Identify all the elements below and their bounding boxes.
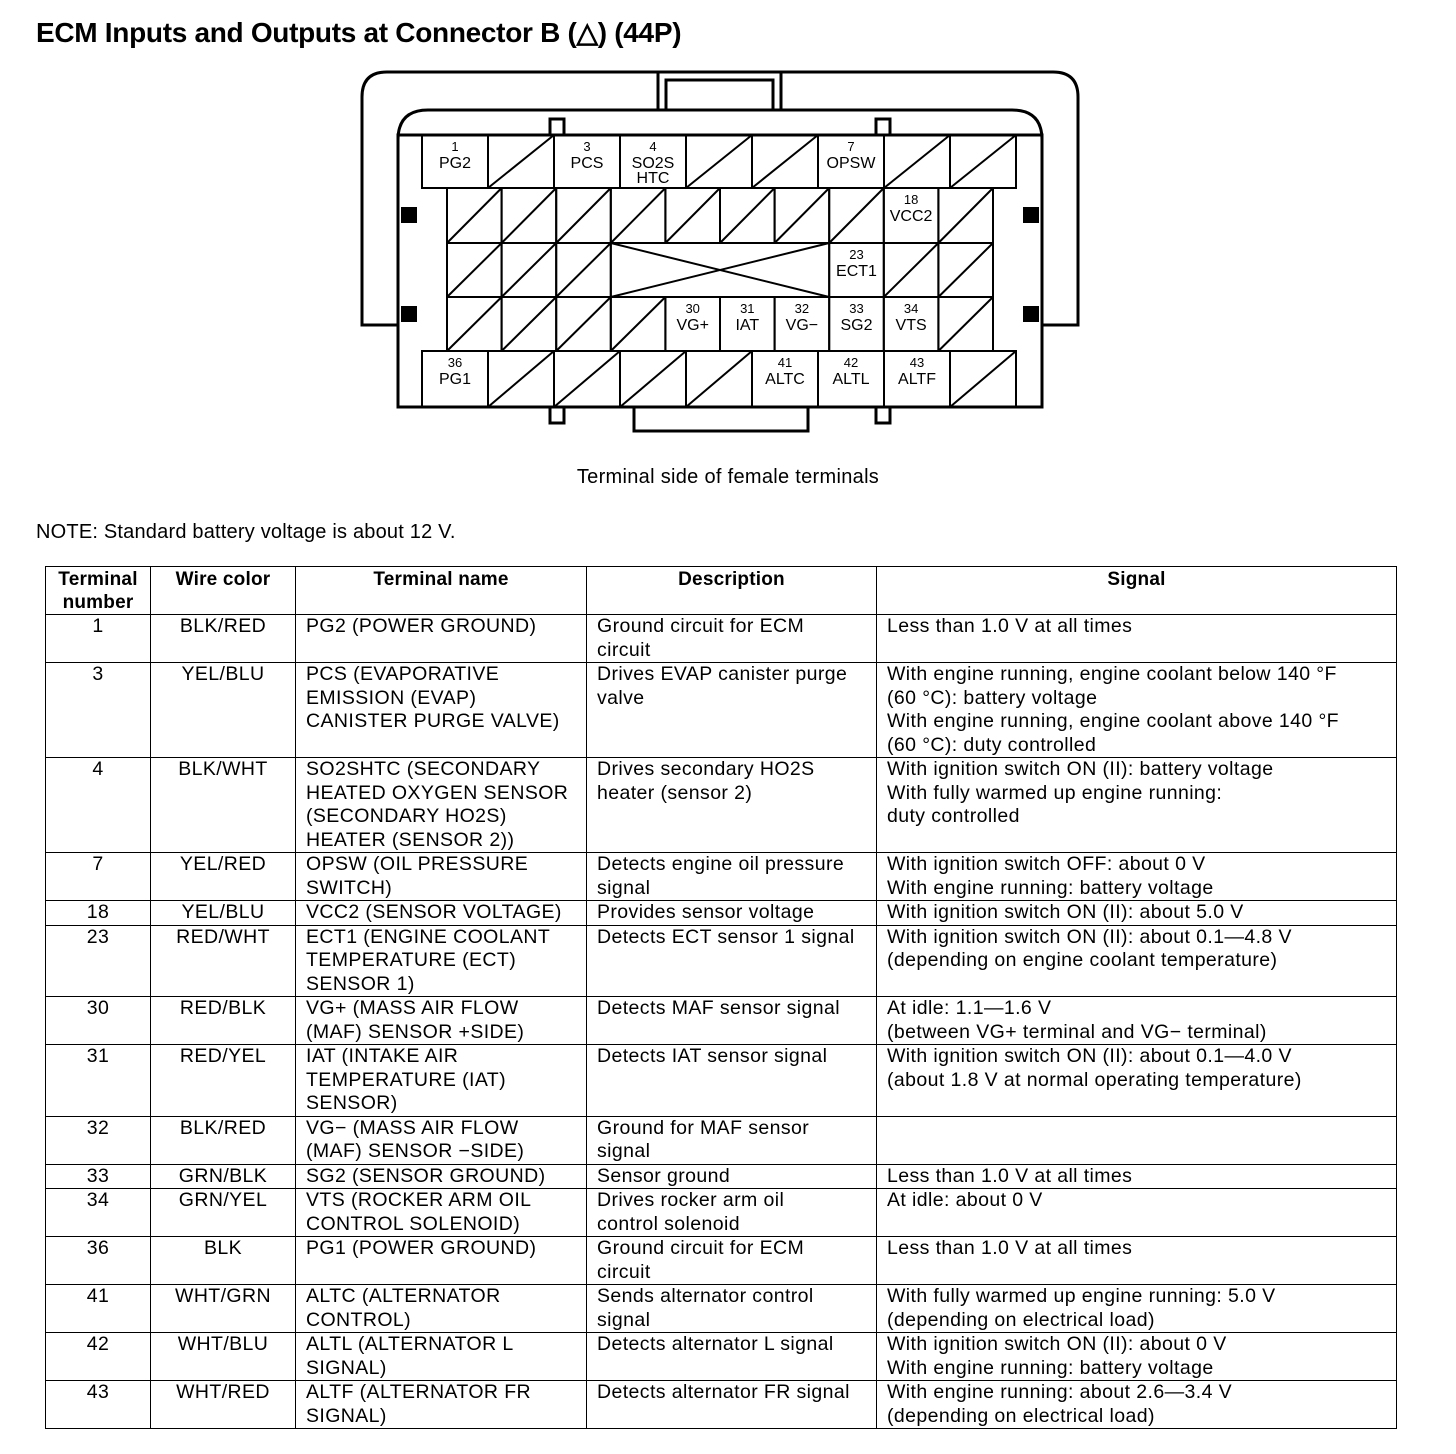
cell-wire-color: RED/BLK xyxy=(151,997,296,1045)
cell-wire-color: WHT/RED xyxy=(151,1381,296,1429)
cell-terminal-number: 1 xyxy=(46,615,151,663)
cell-description: Detects IAT sensor signal xyxy=(587,1045,877,1117)
terminal-number-label: 31 xyxy=(740,301,755,316)
cell-description: Ground circuit for ECM circuit xyxy=(587,615,877,663)
terminal-number-label: 7 xyxy=(847,139,855,154)
connector-diagram xyxy=(0,0,1456,500)
terminal-number-label: 34 xyxy=(903,301,919,316)
terminal-number-label: 3 xyxy=(583,139,591,154)
cell-terminal-name: VG+ (MASS AIR FLOW (MAF) SENSOR +SIDE) xyxy=(296,997,587,1045)
cell-signal: Less than 1.0 V at all times xyxy=(877,1237,1397,1285)
cell-signal: At idle: about 0 V xyxy=(877,1189,1397,1237)
cell-description: Detects ECT sensor 1 signal xyxy=(587,925,877,997)
cell-description: Drives rocker arm oil control solenoid xyxy=(587,1189,877,1237)
cell-description: Provides sensor voltage xyxy=(587,901,877,926)
cell-description: Ground for MAF sensor signal xyxy=(587,1116,877,1164)
header-terminal-name: Terminal name xyxy=(296,567,587,615)
cell-signal: With ignition switch ON (II): about 0.1—4.0 V (about 1.8 V at normal operating temperature) xyxy=(877,1045,1397,1117)
terminal-name-label: OPSW xyxy=(826,155,876,172)
header-wire-color: Wire color xyxy=(151,567,296,615)
terminal-name-label: ALTL xyxy=(832,371,870,388)
cell-description: Sensor ground xyxy=(587,1164,877,1189)
terminal-number-label: 36 xyxy=(447,355,463,370)
table-row xyxy=(46,1045,1397,1117)
cell-terminal-number: 23 xyxy=(46,925,151,997)
terminal-number-label: 42 xyxy=(843,355,859,370)
cell-terminal-number: 34 xyxy=(46,1189,151,1237)
terminal-name-label: ALTF xyxy=(898,371,936,388)
cell-terminal-number: 3 xyxy=(46,663,151,758)
cell-terminal-number: 43 xyxy=(46,1381,151,1429)
cell-wire-color: YEL/RED xyxy=(151,853,296,901)
terminal-name-label: PG1 xyxy=(438,371,472,388)
cell-terminal-name: PCS (EVAPORATIVE EMISSION (EVAP) CANISTER PURGE VALVE) xyxy=(296,663,587,758)
cell-wire-color: RED/WHT xyxy=(151,925,296,997)
cell-signal: With ignition switch ON (II): about 0.1—4.8 V (depending on engine coolant temperature) xyxy=(877,925,1397,997)
table-row xyxy=(46,1164,1397,1189)
cell-terminal-number: 7 xyxy=(46,853,151,901)
table-row xyxy=(46,615,1397,663)
cell-terminal-name: VG− (MASS AIR FLOW (MAF) SENSOR −SIDE) xyxy=(296,1116,587,1164)
cell-signal: Less than 1.0 V at all times xyxy=(877,1164,1397,1189)
terminal-name-label: VG− xyxy=(785,317,819,334)
terminal-name-label: PG2 xyxy=(438,155,472,172)
table-row xyxy=(46,1116,1397,1164)
cell-wire-color: WHT/GRN xyxy=(151,1285,296,1333)
terminal-name-label: IAT xyxy=(735,317,760,334)
cell-signal: With ignition switch ON (II): battery voltage With fully warmed up engine running: duty controlled xyxy=(877,758,1397,853)
cell-terminal-name: VCC2 (SENSOR VOLTAGE) xyxy=(296,901,587,926)
cell-terminal-number: 31 xyxy=(46,1045,151,1117)
cell-signal xyxy=(877,1116,1397,1164)
terminal-number-label: 1 xyxy=(451,139,459,154)
terminal-name-label: ALTC xyxy=(765,371,805,388)
terminal-name-label: SG2 xyxy=(840,317,873,334)
cell-terminal-number: 36 xyxy=(46,1237,151,1285)
cell-description: Ground circuit for ECM circuit xyxy=(587,1237,877,1285)
cell-terminal-name: SO2SHTC (SECONDARY HEATED OXYGEN SENSOR (SECONDARY HO2S) HEATER (SENSOR 2)) xyxy=(296,758,587,853)
cell-wire-color: BLK xyxy=(151,1237,296,1285)
terminal-number-label: 4 xyxy=(649,139,657,154)
terminal-number-label: 23 xyxy=(849,247,864,262)
cell-signal: With fully warmed up engine running: 5.0 V (depending on electrical load) xyxy=(877,1285,1397,1333)
cell-signal: With ignition switch ON (II): about 0 V With engine running: battery voltage xyxy=(877,1333,1397,1381)
cell-terminal-name: PG1 (POWER GROUND) xyxy=(296,1237,587,1285)
cell-terminal-number: 32 xyxy=(46,1116,151,1164)
diagram-caption: Terminal side of female terminals xyxy=(576,466,880,488)
cell-signal: Less than 1.0 V at all times xyxy=(877,615,1397,663)
pin-count: (44P) xyxy=(614,17,682,48)
cell-description: Sends alternator control signal xyxy=(587,1285,877,1333)
cell-signal: At idle: 1.1—1.6 V (between VG+ terminal and VG− terminal) xyxy=(877,997,1397,1045)
terminal-number-label: 18 xyxy=(903,192,919,207)
cell-wire-color: GRN/BLK xyxy=(151,1164,296,1189)
header-description: Description xyxy=(587,567,877,615)
table-row xyxy=(46,1285,1397,1333)
terminal-name-label: SO2S xyxy=(631,155,675,172)
cell-description: Detects alternator L signal xyxy=(587,1333,877,1381)
cell-description: Detects alternator FR signal xyxy=(587,1381,877,1429)
terminal-name-label: ECT1 xyxy=(836,263,877,280)
table-row xyxy=(46,758,1397,853)
terminal-name-label: VTS xyxy=(895,317,927,334)
table-row xyxy=(46,1189,1397,1237)
cell-terminal-name: ALTF (ALTERNATOR FR SIGNAL) xyxy=(296,1381,587,1429)
table-row xyxy=(46,901,1397,926)
cell-terminal-name: ECT1 (ENGINE COOLANT TEMPERATURE (ECT) SENSOR 1) xyxy=(296,925,587,997)
cell-wire-color: YEL/BLU xyxy=(151,663,296,758)
terminal-number-label: 32 xyxy=(794,301,810,316)
cell-signal: With ignition switch OFF: about 0 V With engine running: battery voltage xyxy=(877,853,1397,901)
cell-terminal-number: 4 xyxy=(46,758,151,853)
cell-terminal-name: PG2 (POWER GROUND) xyxy=(296,615,587,663)
cell-wire-color: RED/YEL xyxy=(151,1045,296,1117)
cell-terminal-number: 30 xyxy=(46,997,151,1045)
terminal-name-label: HTC xyxy=(636,170,670,187)
terminal-number-label: 30 xyxy=(685,301,700,316)
cell-signal: With engine running, engine coolant below 140 °F (60 °C): battery voltage With engine running, engine coolant above 140 °F (60 °C): duty controlled xyxy=(877,663,1397,758)
table-row xyxy=(46,997,1397,1045)
table-row xyxy=(46,1237,1397,1285)
cell-terminal-name: ALTC (ALTERNATOR CONTROL) xyxy=(296,1285,587,1333)
terminal-name-label: VCC2 xyxy=(889,208,933,225)
cell-description: Detects engine oil pressure signal xyxy=(587,853,877,901)
cell-wire-color: BLK/RED xyxy=(151,1116,296,1164)
header-signal: Signal xyxy=(877,567,1397,615)
table-row xyxy=(46,925,1397,997)
title-text: ECM Inputs and Outputs at Connector B xyxy=(36,17,560,48)
cell-description: Detects MAF sensor signal xyxy=(587,997,877,1045)
cell-terminal-name: IAT (INTAKE AIR TEMPERATURE (IAT) SENSOR) xyxy=(296,1045,587,1117)
terminal-name-label: PCS xyxy=(570,155,604,172)
cell-description: Drives EVAP canister purge valve xyxy=(587,663,877,758)
cell-signal: With engine running: about 2.6—3.4 V (depending on electrical load) xyxy=(877,1381,1397,1429)
cell-wire-color: YEL/BLU xyxy=(151,901,296,926)
cell-terminal-name: SG2 (SENSOR GROUND) xyxy=(296,1164,587,1189)
cell-terminal-name: VTS (ROCKER ARM OIL CONTROL SOLENOID) xyxy=(296,1189,587,1237)
terminal-number-label: 41 xyxy=(777,355,793,370)
triangle-symbol: (△) xyxy=(567,17,607,48)
terminal-number-label: 43 xyxy=(909,355,925,370)
io-table xyxy=(45,566,1397,1429)
note-text: NOTE: Standard battery voltage is about 12 V. xyxy=(36,521,456,543)
terminal-name-label: VG+ xyxy=(676,317,709,334)
cell-description: Drives secondary HO2S heater (sensor 2) xyxy=(587,758,877,853)
cell-wire-color: GRN/YEL xyxy=(151,1189,296,1237)
cell-terminal-number: 42 xyxy=(46,1333,151,1381)
cell-terminal-number: 33 xyxy=(46,1164,151,1189)
cell-terminal-name: OPSW (OIL PRESSURE SWITCH) xyxy=(296,853,587,901)
table-row xyxy=(46,853,1397,901)
terminal-number-label: 33 xyxy=(849,301,864,316)
cell-wire-color: BLK/WHT xyxy=(151,758,296,853)
table-header-row xyxy=(46,567,1397,615)
cell-terminal-number: 41 xyxy=(46,1285,151,1333)
cell-terminal-name: ALTL (ALTERNATOR L SIGNAL) xyxy=(296,1333,587,1381)
table-row xyxy=(46,663,1397,758)
cell-terminal-number: 18 xyxy=(46,901,151,926)
table-row xyxy=(46,1381,1397,1429)
cell-signal: With ignition switch ON (II): about 5.0 V xyxy=(877,901,1397,926)
cell-wire-color: WHT/BLU xyxy=(151,1333,296,1381)
cell-wire-color: BLK/RED xyxy=(151,615,296,663)
header-terminal-number: Terminal number xyxy=(46,567,151,615)
table-row xyxy=(46,1333,1397,1381)
